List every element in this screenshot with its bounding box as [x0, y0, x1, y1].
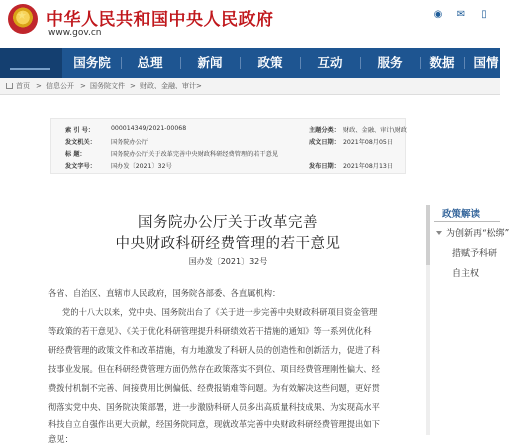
meta-issuer-value: 国务院办公厅	[111, 139, 149, 146]
document-text-line: 党的十八大以来，党中央、国务院出台了《关于进一步完善中央财政科研项目资金管理	[62, 307, 378, 317]
nav-item-premier[interactable]: 总理	[137, 55, 163, 70]
nav-item-state-council[interactable]: 国务院	[73, 55, 111, 70]
meta-topic-label: 主题分类：	[309, 127, 340, 134]
meta-date-label: 成文日期：	[309, 139, 340, 146]
document-number: 国办发〔2021〕32号	[188, 257, 268, 266]
breadcrumb-finance[interactable]: 财政、金融、审计	[140, 82, 196, 90]
main-nav	[0, 48, 500, 78]
document-title-line1: 国务院办公厅关于改革完善	[138, 215, 318, 231]
nav-item-policy[interactable]: 政策	[257, 55, 283, 70]
breadcrumb-sep: >	[130, 82, 136, 90]
breadcrumb	[0, 78, 500, 95]
nav-item-service[interactable]: 服务	[377, 55, 403, 70]
site-title[interactable]: 中华人民共和国中央人民政府	[46, 10, 274, 30]
wechat-icon[interactable]: ✉	[456, 9, 466, 20]
document-text-line: 研经费管理的政策文件和改革措施，有力地激发了科研人员的创造性和创新活力，促进了科	[48, 345, 380, 355]
breadcrumb-sep: >	[196, 82, 202, 90]
nav-item-news[interactable]: 新闻	[197, 55, 223, 70]
meta-index-value: 000014349/2021-00068	[111, 125, 187, 132]
breadcrumb-home[interactable]: 首页	[16, 82, 30, 90]
site-url: www.gov.cn	[48, 28, 102, 38]
breadcrumb-sep: >	[80, 82, 86, 90]
meta-pub-label: 发布日期：	[309, 163, 340, 170]
nav-item-interaction[interactable]: 互动	[317, 55, 343, 70]
document-text-line: 技事业发展。但在科研经费管理方面仍然存在政策落实不到位、项目经费管理刚性偏大、经	[48, 364, 380, 374]
scrollbar-thumb[interactable]	[426, 205, 430, 265]
breadcrumb-info-public[interactable]: 信息公开	[46, 82, 74, 90]
breadcrumb-sc-docs[interactable]: 国务院文件	[90, 82, 125, 90]
bullet-triangle-icon	[436, 231, 442, 235]
breadcrumb-sep: >	[36, 82, 42, 90]
document-text-line: 彻落实党中央、国务院决策部署，进一步激励科研人员多出高质量科技成果、为实现高水平	[48, 402, 380, 412]
national-emblem-icon[interactable]: ★	[8, 4, 38, 34]
meta-docno-value: 国办发〔2021〕32号	[111, 163, 172, 170]
sidebar-link[interactable]: 措赋予科研	[452, 249, 498, 259]
meta-docno-label: 发文字号：	[65, 163, 96, 170]
meta-topic-value: 财政、金融、审计\财政	[343, 127, 407, 134]
meta-issuer-label: 发文机关：	[65, 139, 96, 146]
document-text-line: 费拨付机制不完善、间接费用比例偏低、经费报销难等问题。为有效解决这些问题，更好贯	[48, 383, 380, 393]
mobile-icon[interactable]: ▯	[481, 9, 487, 20]
nav-item-national[interactable]: 国情	[473, 55, 499, 70]
document-text-line: 意见：	[48, 434, 73, 444]
document-salutation: 各省、自治区、直辖市人民政府，国务院各部委、各直属机构：	[48, 288, 281, 298]
meta-pub-value: 2021年08月13日	[343, 163, 394, 170]
document-title-line2: 中央财政科研经费管理的若干意见	[115, 236, 341, 252]
meta-index-label: 索 引 号：	[65, 127, 95, 134]
sidebar-divider	[434, 221, 500, 222]
nav-home-icon[interactable]	[0, 48, 62, 78]
document-text-line: 等政策的若干意见》、《关于优化科研管理提升科研绩效若干措施的通知》等一系列优化科	[48, 326, 372, 336]
nav-item-data[interactable]: 数据	[429, 55, 455, 70]
document-meta-box	[50, 118, 406, 174]
site-header	[0, 0, 500, 48]
sidebar-link[interactable]: 自主权	[452, 269, 480, 279]
sidebar-link[interactable]: 为创新再“松绑”	[446, 229, 509, 239]
meta-date-value: 2021年08月05日	[343, 139, 394, 146]
meta-subject-label: 标 题：	[65, 151, 86, 158]
meta-subject-value: 国务院办公厅关于改革完善中央财政科研经费管理的若干意见	[111, 151, 279, 158]
sidebar-heading: 政策解读	[442, 209, 481, 220]
weibo-icon[interactable]: ◉	[433, 9, 443, 20]
home-icon	[6, 83, 13, 89]
document-text-line: 科技自立自强作出更大贡献，经国务院同意，现就改革完善中央财政科研经费管理提出如下	[48, 419, 380, 429]
